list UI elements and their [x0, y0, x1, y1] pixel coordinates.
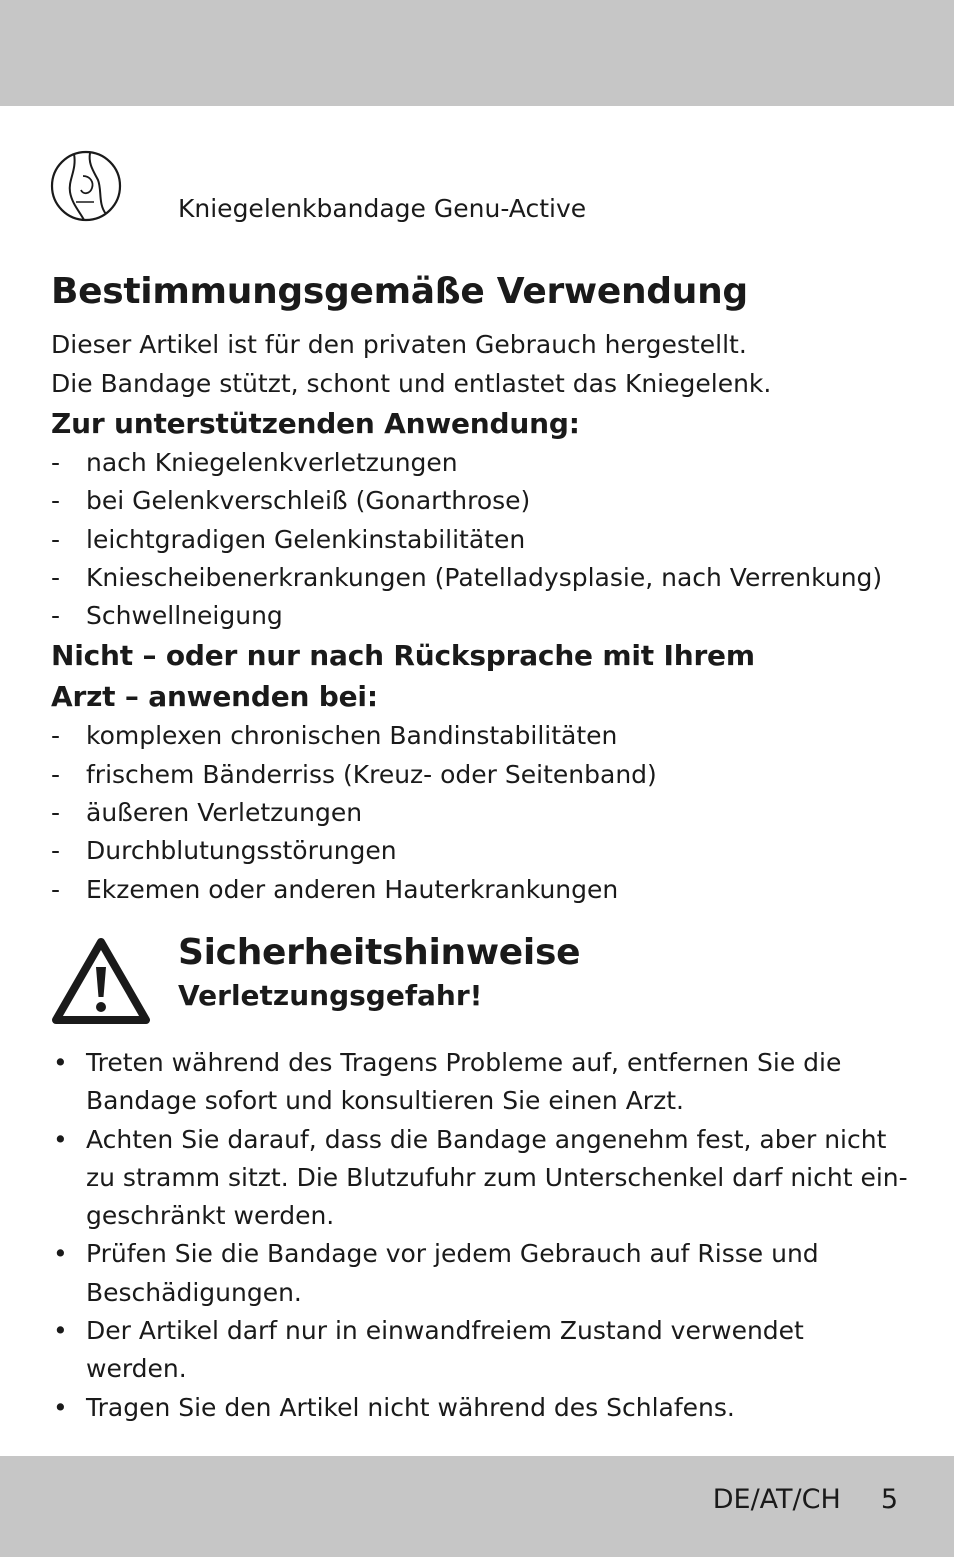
support-list [51, 444, 911, 635]
knee-icon [50, 150, 122, 222]
contra-title [51, 635, 911, 717]
list-item: • Treten während des Tragens Probleme auf, entfernen Sie die Bandage sofort und konsultieren Sie einen Arzt. [51, 1044, 911, 1121]
list-item: - Ekzemen oder anderen Hauterkrankungen [51, 871, 911, 909]
list-item: • Achten Sie darauf, dass die Bandage angenehm fest, aber nicht zu stramm sitzt. Die Blutzufuhr zum Unterschenkel darf nicht ein- geschränkt werden. [51, 1121, 911, 1236]
page-number: 5 [880, 1484, 898, 1515]
safety-header [51, 929, 911, 1044]
top-bar [0, 0, 954, 106]
safety-subtitle: Verletzungsgefahr! [178, 978, 483, 1012]
footer-region: DE/AT/CH [712, 1484, 841, 1515]
list-item: - nach Kniegelenkverletzungen [51, 444, 911, 482]
list-item: - leichtgradigen Gelenkinstabilitäten [51, 521, 911, 559]
text-line: Dieser Artikel ist für den privaten Gebrauch hergestellt. [51, 330, 747, 359]
list-item: - komplexen chronischen Bandinstabilitäten [51, 717, 911, 755]
list-item: - Durchblutungsstörungen [51, 832, 911, 870]
list-item: - bei Gelenkverschleiß (Gonarthrose) [51, 482, 911, 520]
text-line: Die Bandage stützt, schont und entlastet das Kniegelenk. [51, 368, 772, 398]
list-item: • Tragen Sie den Artikel nicht während des Schlafens. [51, 1389, 911, 1427]
contra-title-line-2: Arzt – anwenden bei: [51, 680, 378, 714]
contra-title-line-1: Nicht – oder nur nach Rücksprache mit Ihrem [51, 639, 755, 673]
safety-list [51, 1044, 911, 1427]
list-item: • Der Artikel darf nur in einwandfreiem Zustand verwendet werden. [51, 1312, 911, 1389]
list-item: - Schwellneigung [51, 597, 911, 635]
product-name: Kniegelenkbandage Genu-Active [178, 194, 587, 223]
list-item: - äußeren Verletzungen [51, 794, 911, 832]
support-title: Zur unterstützenden Anwendung: [51, 407, 580, 440]
contra-list [51, 717, 911, 908]
list-item: • Prüfen Sie die Bandage vor jedem Gebrauch auf Risse und Beschädigungen. [51, 1235, 911, 1312]
warning-triangle-icon [51, 937, 151, 1025]
content [51, 268, 911, 1427]
intended-use-text [51, 326, 911, 403]
footer [713, 1484, 898, 1515]
list-item: - frischem Bänderriss (Kreuz- oder Seitenband) [51, 756, 911, 794]
list-item: - Kniescheibenerkrankungen (Patelladysplasie, nach Verrenkung) [51, 559, 911, 597]
section-title-intended-use: Bestimmungsgemäße Verwendung [51, 271, 748, 312]
section-title-safety: Sicherheitshinweise [178, 931, 581, 973]
